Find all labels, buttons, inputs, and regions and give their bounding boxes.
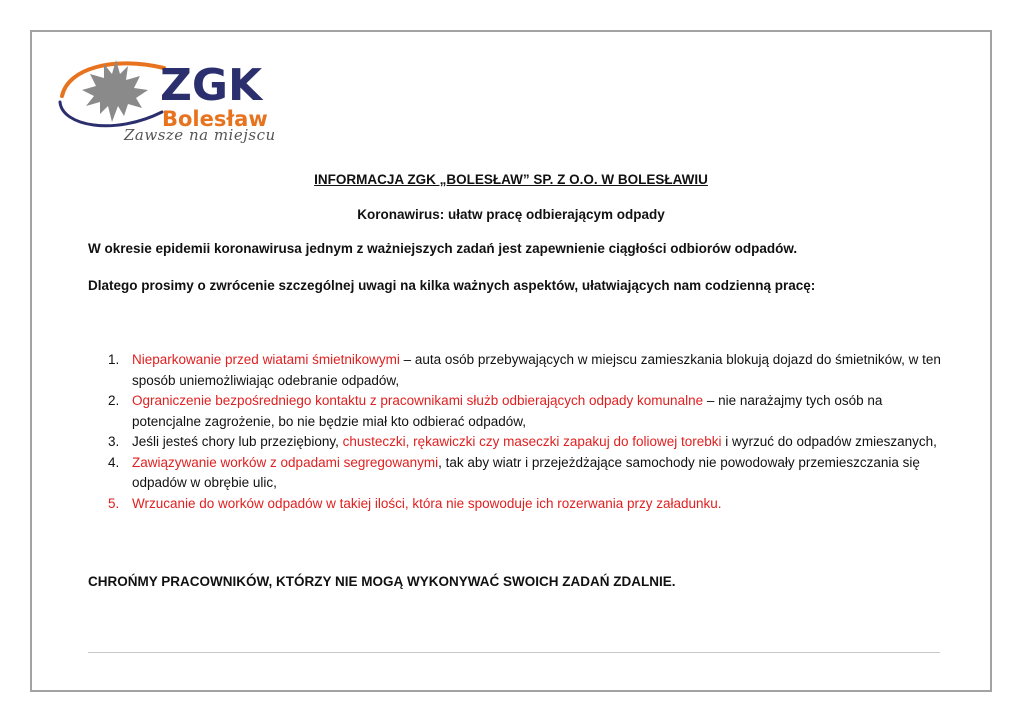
logo-graphic xyxy=(54,50,284,130)
list-item-number: 5. xyxy=(108,495,120,511)
list-item xyxy=(102,350,942,391)
list-item-highlight: Zawiązywanie worków z odpadami segregowanymi xyxy=(132,454,439,470)
list-item-number: 4. xyxy=(108,454,120,470)
list-item-text-pre: Jeśli jesteś chory lub przeziębiony, xyxy=(132,434,343,449)
document-title: INFORMACJA ZGK „BOLESŁAW” SP. Z O.O. W BOLESŁAWIU xyxy=(314,172,708,187)
list-item-highlight: Nieparkowanie przed wiatami śmietnikowymi xyxy=(132,352,400,367)
list-item xyxy=(102,453,942,494)
list-item-highlight: chusteczki, rękawiczki czy maseczki zapakuj do foliowej torebki xyxy=(342,434,722,449)
list-item xyxy=(102,494,942,515)
list-item-number: 1. xyxy=(108,352,120,367)
closing-statement: CHROŃMY PRACOWNIKÓW, KTÓRZY NIE MOGĄ WYKONYWAĆ SWOICH ZADAŃ ZDALNIE. xyxy=(88,574,676,589)
list-item xyxy=(102,391,942,432)
intro-paragraph: W okresie epidemii koronawirusa jednym z ważniejszych zadań jest zapewnienie ciągłości odbiorów odpadów. xyxy=(88,241,798,256)
list-item xyxy=(102,432,942,453)
list-item-highlight: Ograniczenie bezpośredniego kontaktu z pracownikami służb odbierających odpady komunalne xyxy=(132,393,704,408)
list-item-text: – nie narażajmy tych osób na potencjalne zagrożenie, bo nie będzie miał kto odbierać odpadów, xyxy=(132,393,883,429)
document-page xyxy=(30,30,992,692)
logo-brand-text: ZGK xyxy=(160,60,263,111)
guidelines-list xyxy=(102,350,942,514)
logo-tagline: Zawsze na miejscu xyxy=(124,126,276,144)
list-item-text: i wyrzuć do odpadów zmieszanych, xyxy=(721,434,937,449)
request-paragraph: Dlatego prosimy o zwrócenie szczególnej uwagi na kilka ważnych aspektów, ułatwiających nam codzienną pracę: xyxy=(88,278,816,293)
list-item-text: , tak aby wiatr i przejeżdżające samochody nie powodowały przemieszczania się odpadów w obrębie ulic, xyxy=(132,454,920,490)
footer-divider xyxy=(88,652,940,653)
logo-city-text: Bolesław xyxy=(162,107,268,130)
list-item-highlight: Wrzucanie do worków odpadów w takiej ilości, która nie spowoduje ich rozerwania przy załadunku. xyxy=(132,495,722,511)
list-item-number: 2. xyxy=(108,393,120,408)
document-subtitle: Koronawirus: ułatw pracę odbierającym odpady xyxy=(357,207,665,222)
list-item-text: – auta osób przebywających w miejscu zamieszkania blokują dojazd do śmietników, w ten sposób uniemożliwiając odebranie odpadów, xyxy=(132,352,941,388)
list-item-number: 3. xyxy=(108,434,120,449)
